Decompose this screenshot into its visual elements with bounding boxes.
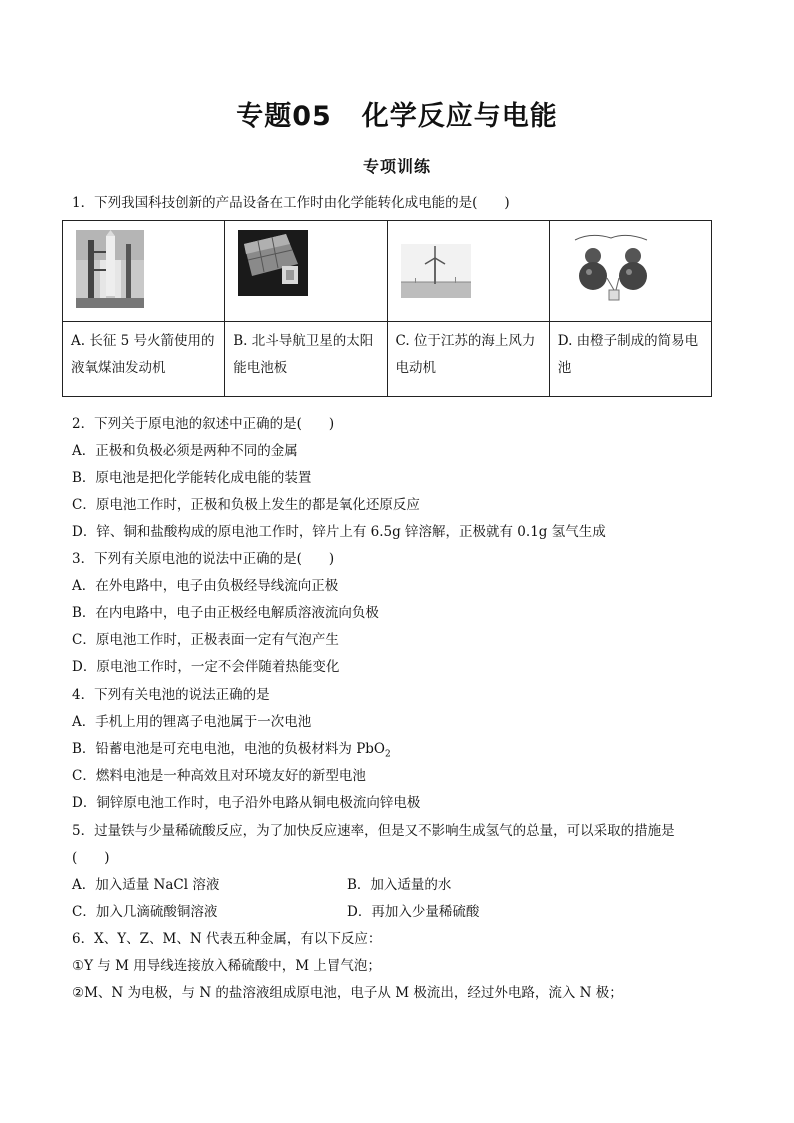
question-6-reaction-1: ①Y 与 M 用导线连接放入稀硫酸中，M 上冒气泡； bbox=[72, 958, 381, 974]
question-3-option-c: C．原电池工作时，正极表面一定有气泡产生 bbox=[72, 632, 339, 648]
question-1-options-table bbox=[62, 220, 712, 397]
question-4-option-a: A．手机上用的锂离子电池属于一次电池 bbox=[72, 714, 312, 730]
question-4-option-d: D．铜锌原电池工作时，电子沿外电路从铜电极流向锌电极 bbox=[72, 795, 421, 811]
question-5-option-b: B．加入适量的水 bbox=[347, 877, 452, 893]
question-5-stem: 5．过量铁与少量稀硫酸反应，为了加快反应速率，但是又不影响生成氢气的总量，可以采取的措施是 bbox=[72, 823, 675, 839]
option-c-image-cell bbox=[387, 221, 549, 322]
wind-turbine-photo-icon bbox=[401, 230, 549, 302]
question-1-stem: 1．下列我国科技创新的产品设备在工作时由化学能转化成电能的是( ) bbox=[72, 195, 510, 211]
question-6-stem: 6．X、Y、Z、M、N 代表五种金属，有以下反应： bbox=[72, 931, 382, 947]
title-topic: 化学反应与电能 bbox=[361, 101, 558, 132]
satellite-solar-panel-photo-icon bbox=[238, 230, 386, 300]
question-6-reaction-2: ②M、N 为电极，与 N 的盐溶液组成原电池，电子从 M 极流出，经过外电路，流入 N 极； bbox=[72, 985, 623, 1001]
question-5-stem-continued: ( ) bbox=[72, 850, 110, 866]
question-2-stem: 2．下列关于原电池的叙述中正确的是( ) bbox=[72, 416, 335, 432]
question-4-option-b-text: B．铅蓄电池是可充电电池，电池的负极材料为 PbO bbox=[72, 741, 386, 757]
title-number: 05 bbox=[292, 101, 332, 132]
title-text: 专题 bbox=[236, 101, 293, 132]
option-a-image-cell bbox=[63, 221, 225, 322]
question-3-option-a: A．在外电路中，电子由负极经导线流向正极 bbox=[72, 578, 339, 594]
section-subtitle: 专项训练 bbox=[362, 157, 431, 176]
option-c-text: C. 位于江苏的海上风力电动机 bbox=[387, 322, 549, 397]
question-2-option-a: A．正极和负极必须是两种不同的金属 bbox=[72, 443, 298, 459]
question-3-option-d: D．原电池工作时，一定不会伴随着热能变化 bbox=[72, 659, 340, 675]
question-4-option-b bbox=[72, 740, 391, 764]
option-d-image-cell bbox=[549, 221, 711, 322]
subscript: 2 bbox=[385, 749, 391, 760]
question-3-stem: 3．下列有关原电池的说法中正确的是( ) bbox=[72, 551, 335, 567]
option-b-text: B. 北斗导航卫星的太阳能电池板 bbox=[225, 322, 387, 397]
question-3-option-b: B．在内电路中，电子由正极经电解质溶液流向负极 bbox=[72, 605, 379, 621]
question-5-option-a: A．加入适量 NaCl 溶液 bbox=[72, 877, 220, 893]
question-5-option-d: D．再加入少量稀硫酸 bbox=[347, 904, 480, 920]
question-2-option-b: B．原电池是把化学能转化成电能的装置 bbox=[72, 470, 312, 486]
page-title bbox=[0, 94, 794, 133]
option-d-text: D. 由橙子制成的简易电池 bbox=[549, 322, 711, 397]
question-2-option-c: C．原电池工作时，正极和负极上发生的都是氧化还原反应 bbox=[72, 497, 420, 513]
question-4-option-c: C．燃料电池是一种高效且对环境友好的新型电池 bbox=[72, 768, 366, 784]
question-2-option-d: D．锌、铜和盐酸构成的原电池工作时，锌片上有 6.5g 锌溶解，正极就有 0.1g 氢气生成 bbox=[72, 524, 606, 540]
question-4-stem: 4．下列有关电池的说法正确的是 bbox=[72, 687, 270, 703]
question-5-option-c: C．加入几滴硫酸铜溶液 bbox=[72, 904, 218, 920]
option-a-text: A. 长征 5 号火箭使用的液氧煤油发动机 bbox=[63, 322, 225, 397]
option-b-image-cell bbox=[225, 221, 387, 322]
rocket-photo-icon bbox=[76, 230, 224, 312]
orange-battery-photo-icon bbox=[563, 230, 711, 308]
